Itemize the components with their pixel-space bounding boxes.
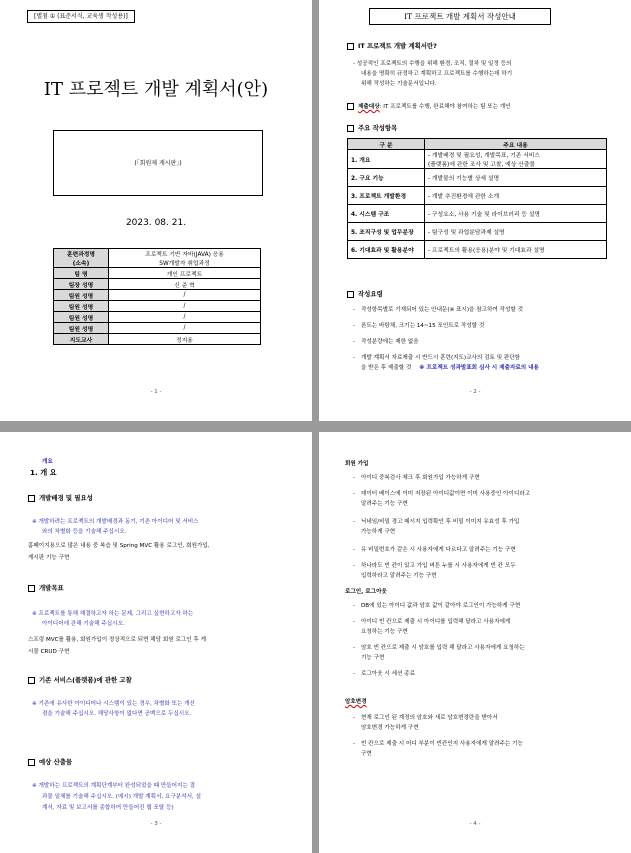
s1-body-2: 내용을 명확히 규정하고 계획하고 프로젝트를 수행하는데 하기 <box>361 71 513 77</box>
row-label: 팀 명 <box>54 268 109 279</box>
s1-body-1: - 성공적인 프로젝트의 수행을 위해 환경, 조직, 절차 및 일정 등의 <box>353 61 512 67</box>
login-item-1: DB에 있는 아이디 값과 암호 값이 같아야 로그인이 가능하게 구현 <box>361 603 521 609</box>
item-category: 5. 조직구성 및 업무분장 <box>348 223 425 241</box>
row-label: 팀원 성명 <box>54 312 109 323</box>
row-value: / <box>109 312 261 323</box>
checkbox-square-icon <box>28 495 35 502</box>
s1-body-3: 위해 작성하는 기술문서입니다. <box>361 81 437 87</box>
note-deliverables-3: 계서, 자료 및 보고서를 종합하여 만들어진 웹 포탈 등) <box>42 805 174 811</box>
password-item-2: 빈 칸으로 제출 시 어디 부분이 빈칸인지 사용자에게 알려주는 기능 <box>361 741 523 747</box>
note-goal-2: 아이디어에 관해 기술해 주십시오. <box>42 621 125 627</box>
table-row <box>54 301 261 312</box>
page-1 <box>0 0 312 421</box>
row-label: 팀원 성명 <box>54 323 109 334</box>
signup-item-3: 닉네임/비밀 경고 메시지 입력확인 후 비밀 이미지 유효성 후 가입 <box>361 519 520 525</box>
row-value: 신 준 혁 <box>109 279 261 290</box>
guide-item-4-tail: 을 받은 후 제출할 것 ※ 프로젝트 성과발표회 심사 시 제출자료의 내용 <box>361 365 539 371</box>
row-value: / <box>109 301 261 312</box>
signup-item-3-cont: 가능하게 구현 <box>361 529 396 535</box>
page-number: - 1 - <box>150 389 162 395</box>
note-existing-1: ※ 기존에 유사한 아이디어나 시스템이 있는 경우, 차별화 또는 개선 <box>32 701 195 707</box>
page-number: - 4 - <box>469 821 481 827</box>
group-login-title: 로그인, 로그아웃 <box>345 589 387 595</box>
item-description: - 구성요소, 사용 기술 및 라이브러리 등 설명 <box>425 205 607 223</box>
password-item-1-cont: 암호변경 가능하게 구현 <box>361 725 419 731</box>
section-main-items: 주요 작성항목 <box>347 124 397 133</box>
item-category: 2. 구요 기능 <box>348 169 425 187</box>
project-name-box <box>53 130 263 196</box>
table-row <box>54 334 261 345</box>
table-row <box>54 312 261 323</box>
signup-item-2: 데이터 베이스에 이미 저장된 아이디값이면 이미 사용중인 아이디라고 <box>361 491 531 497</box>
guide-item-3: 작성분량에는 제한 없음 <box>361 339 419 345</box>
appendix-badge: [별첨 ① (표준서식, 교육생 작성용)] <box>27 10 135 23</box>
sub-goal: 개발목표 <box>28 584 64 593</box>
note-deliverables-1: ※ 개발하는 프로젝트의 계획단계부터 완성되었을 때 만들어지는 결 <box>32 783 196 789</box>
sub-deliverables: 예상 산출물 <box>28 758 72 767</box>
signup-item-2-cont: 알려주는 기능 구현 <box>361 501 408 507</box>
login-item-4: 로그아웃 시 세션 종료 <box>361 671 415 677</box>
row-label: 팀원 성명 <box>54 301 109 312</box>
page-3 <box>0 432 312 853</box>
project-name: (「회원제 게시판」) <box>134 160 182 167</box>
item-description: - 개발물의 기능별 상세 설명 <box>425 169 607 187</box>
checkbox-square-icon <box>28 759 35 766</box>
checkbox-square-icon <box>28 585 35 592</box>
login-item-2: 아이디 빈 칸으로 제출 시 아이디를 입력해 달라고 사용자에게 <box>361 619 511 625</box>
login-item-3-cont: 기능 구현 <box>361 655 385 661</box>
item-category: 4. 시스템 구조 <box>348 205 425 223</box>
item-description: - 개발 추진환경에 관한 소개 <box>425 187 607 205</box>
guide-header: IT 프로젝트 개발 계획서 작성안내 <box>369 8 551 25</box>
note-existing-2: 점을 기술해 주십시오. 해당사항이 없다면 공백으로 두십시오. <box>42 711 192 717</box>
signup-item-1: 아이디 중복검사 체크 후 회원가입 가능하게 구현 <box>361 475 480 481</box>
note-background-2: 와의 차별화 등을 기술해 주십시오. <box>42 529 127 535</box>
item-description: - 팀구성 및 과업분담과제 설명 <box>425 223 607 241</box>
row-value: 개인 프로젝트 <box>109 268 261 279</box>
signup-item-4: 유 비밀번호가 같은 시 사용자에게 다르다고 알려주는 기능 구현 <box>361 547 516 553</box>
main-items-table <box>347 138 607 259</box>
signup-item-5: 하나라도 빈 칸이 있고 가입 버튼 누를 시 사용자에게 빈 칸 모두 <box>361 563 516 569</box>
team-info-table <box>53 248 261 345</box>
page-2 <box>319 0 631 421</box>
body-background-2: 게시판 기능 구현 <box>28 555 70 561</box>
table-row <box>348 205 607 223</box>
body-goal-2: 시물 CRUD 구현 <box>28 649 70 655</box>
checkbox-square-icon <box>347 291 354 298</box>
table-row <box>54 249 261 268</box>
table-row <box>348 223 607 241</box>
checkbox-square-icon <box>347 103 354 110</box>
group-password-title: 암호변경 <box>345 699 367 705</box>
section-overview: 1. 개 요 <box>30 468 57 477</box>
signup-item-5-cont: 입력하라고 알려주는 기능 구현 <box>361 573 437 579</box>
table-row <box>348 169 607 187</box>
row-label: 팀원 성명 <box>54 290 109 301</box>
row-value: / <box>109 290 261 301</box>
table-row <box>348 241 607 259</box>
document-title: IT 프로젝트 개발 계획서(안) <box>43 79 269 100</box>
table-row <box>54 323 261 334</box>
item-category: 3. 프로젝트 개발환경 <box>348 187 425 205</box>
table-header: 주요 내용 <box>425 139 607 150</box>
checkbox-square-icon <box>347 125 354 132</box>
row-value: 정지용 <box>109 334 261 345</box>
table-row <box>54 290 261 301</box>
page-number: - 2 - <box>469 389 481 395</box>
section-writing-guide: 작성요령 <box>347 290 383 299</box>
note-background-1: ※ 개발하려는 프로젝트의 개발배경과 동기, 기존 아이디어 및 서비스 <box>32 519 199 525</box>
row-label: 지도교사 <box>54 334 109 345</box>
row-value: 프로젝트 기반 자바(JAVA) 응용 SW개발자 취업과정 <box>109 249 261 268</box>
table-row <box>348 187 607 205</box>
toc-label: 개요 <box>42 459 53 465</box>
password-item-1: 현재 로그인 된 계정의 암호와 새로 암호변경란을 받아서 <box>361 715 498 721</box>
checkbox-square-icon <box>347 43 354 50</box>
submit-target: 제출대상: IT 프로젝트를 수행, 완료해야 참여하는 팀 또는 개인 <box>347 103 511 111</box>
document-date: 2023. 08. 21. <box>125 218 187 228</box>
checkbox-square-icon <box>28 677 35 684</box>
login-item-3: 암호 빈 칸으로 제출 시 암호를 입력 해 달라고 사용자에게 요청하는 <box>361 645 525 651</box>
row-label: 팀장 성명 <box>54 279 109 290</box>
item-description: - 프로젝트의 활용(응용)분야 및 기대효과 설명 <box>425 241 607 259</box>
page-4 <box>319 432 631 853</box>
login-item-2-cont: 요청하는 기능 구현 <box>361 629 408 635</box>
sub-existing-service: 기존 서비스(플랫폼)에 관한 고찰 <box>28 676 132 685</box>
body-background-1: 홈페이지용으로 많은 내용 중 복습 및 Spring MVC 활용 로그인, 회원가입, <box>28 543 210 549</box>
password-item-2-cont: 구현 <box>361 751 372 757</box>
item-description: - 개발배경 및 필요성, 개발목표, 기존 서비스 (플랫폼)에 관한 조사 및 고찰, 예상 산출물 <box>425 150 607 169</box>
guide-item-4: 개발 계획서 자료제출 시 반드시 훈련(지도)교사의 검토 및 판단함 <box>361 355 521 361</box>
group-signup-title: 회원 가입 <box>345 461 369 467</box>
page-number: - 3 - <box>150 821 162 827</box>
note-deliverables-2: 과물 일체를 기술해 주십시오. (예시) 개발 계획서, 요구분석서, 설 <box>42 794 202 800</box>
section-what-is: IT 프로젝트 개발 계획서란? <box>347 42 437 51</box>
table-row <box>54 268 261 279</box>
sub-background: 개발배경 및 필요성 <box>28 494 93 503</box>
item-category: 6. 기대효과 및 활용분야 <box>348 241 425 259</box>
note-goal-1: ※ 프로젝트를 통해 해결하고자 하는 문제, 그리고 실현하고자 하는 <box>32 611 194 617</box>
body-goal-1: 스프링 MVC를 활용, 회원가입이 정상적으로 되면 해당 회원 로그인 후 게 <box>28 637 207 643</box>
guide-item-1: 작성항목별로 기재되어 있는 안내문(※ 표시)을 참고하여 작성할 것 <box>361 307 523 313</box>
item-category: 1. 개요 <box>348 150 425 169</box>
row-value: / <box>109 323 261 334</box>
table-row <box>54 279 261 290</box>
table-header: 구 분 <box>348 139 425 150</box>
guide-item-2: 폰트는 바탕체, 크기는 14~15 포인트로 작성할 것 <box>361 323 485 329</box>
table-row <box>348 150 607 169</box>
row-label: 훈련과정명 (소속) <box>54 249 109 268</box>
